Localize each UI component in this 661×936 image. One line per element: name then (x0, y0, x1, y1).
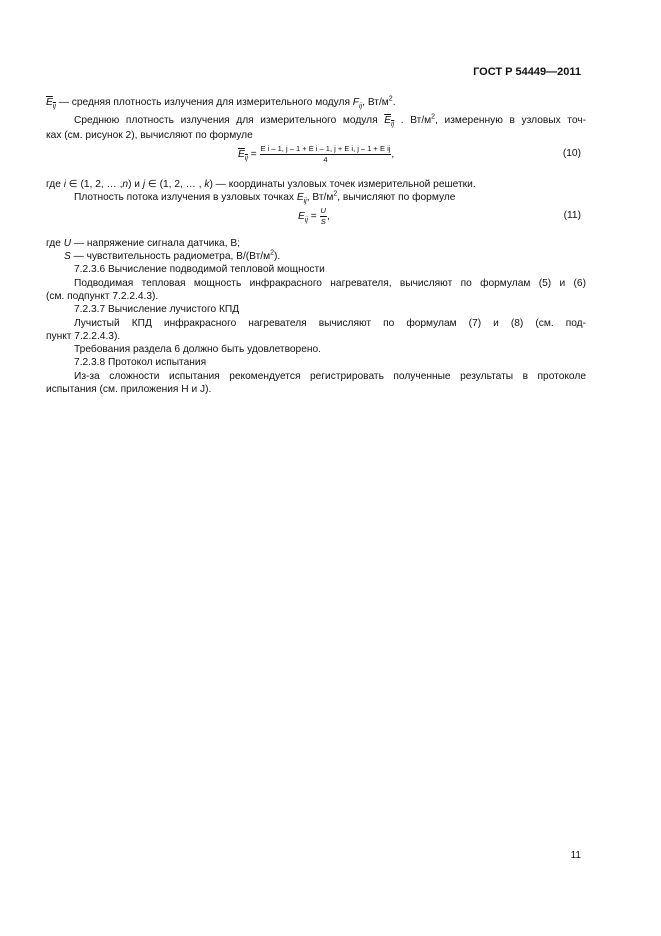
formula-11-denominator: S (320, 217, 326, 226)
document-header: ГОСТ Р 54449—2011 (473, 66, 581, 78)
where-indices: где i ∈ (1, 2, … ,n) и j ∈ (1, 2, … , k) — координаты узловых точек измерительной решетки. (46, 179, 476, 190)
formula-10-numerator: E i – 1, j – 1 + E i – 1, j + E i, j – 1 + E ij (260, 144, 391, 153)
eij-symbol: $E_{ij}$ (46, 97, 56, 111)
formula-11: $E_{ij}$ = $\frac{U}{S}$ , (298, 206, 330, 226)
paragraph-mean-density: Среднюю плотность излучения для измерительного модуля $E_{ij}$ . $Вт/м^2$, измеренную в узловых точ- (74, 113, 586, 129)
equation-number-10: (10) (562, 148, 581, 159)
section-7-2-3-8-text: Из-за сложности испытания рекомендуется регистрировать полученные результаты в протоколе (74, 371, 586, 382)
section-7-2-3-7-text-cont: пункт 7.2.2.4.3). (46, 331, 121, 342)
paragraph-flux-density: Плотность потока излучения в узловых точках $E_{ij}$, $Вт/м^2$, вычисляют по формуле (74, 190, 456, 206)
requirements-note: Требования раздела 6 должно быть удовлетворено. (74, 344, 321, 355)
section-7-2-3-7-title: 7.2.3.7 Вычисление лучистого КПД (74, 304, 240, 315)
formula-10: $E_{ij}$ = $\frac{\text{E i – 1, j – 1 + E i – 1, j + E i, j – 1 + E ij}}{4}$ , (238, 144, 395, 164)
section-7-2-3-8-text-cont: испытания (см. приложения Н и J). (46, 384, 212, 395)
paragraph-mean-density-cont: ках (см. рисунок 2), вычисляют по формуле (46, 130, 253, 141)
definition-eij: $E_{ij}$ — средняя плотность излучения для измерительного модуля $F_{ij}$, $Вт/м^2$. (46, 95, 396, 111)
formula-11-numerator: U (320, 206, 326, 215)
where-s: S — чувствительность радиометра, $В/(Вт/м^2)$. (64, 249, 281, 262)
section-7-2-3-6-title: 7.2.3.6 Вычисление подводимой тепловой мощности (74, 264, 325, 275)
section-7-2-3-7-text: Лучистый КПД инфракрасного нагревателя вычисляют по формулам (7) и (8) (см. под- (74, 318, 586, 329)
equation-number-11: (11) (563, 210, 581, 221)
page-number: 11 (570, 850, 581, 861)
section-7-2-3-6-text: Подводимая тепловая мощность инфракрасного нагревателя, вычисляют по формулам (5) и (6) (74, 278, 586, 289)
formula-10-denominator: 4 (323, 155, 328, 164)
where-u: где U — напряжение сигнала датчика, В; (46, 238, 240, 249)
section-7-2-3-8-title: 7.2.3.8 Протокол испытания (74, 357, 207, 368)
section-7-2-3-6-text-cont: (см. подпункт 7.2.2.4.3). (46, 291, 159, 302)
